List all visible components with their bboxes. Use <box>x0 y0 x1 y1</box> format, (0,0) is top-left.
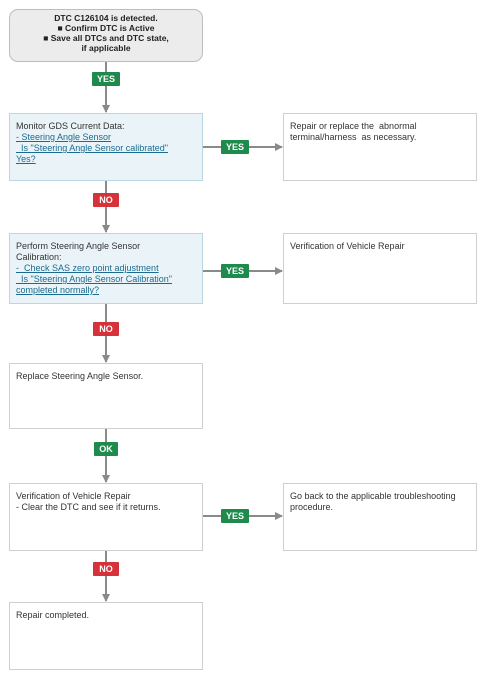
step4-box <box>9 483 203 551</box>
step3-line: Replace Steering Angle Sensor. <box>16 371 144 381</box>
step1-box <box>9 113 203 181</box>
step2-box <box>9 233 203 304</box>
start-line: ■ Save all DTCs and DTC state, <box>43 33 169 43</box>
badge-step2-yes: YES <box>221 264 249 278</box>
badge-step1-no: NO <box>93 193 119 207</box>
step4-yes-result-line: Go back to the applicable troubleshooting <box>290 491 456 501</box>
step4-yes-result-line: procedure. <box>290 502 334 512</box>
badge-yes-top: YES <box>92 72 120 86</box>
step5-line: Repair completed. <box>16 610 90 620</box>
step1-yes-result <box>283 113 477 181</box>
step4-line: - Clear the DTC and see if it returns. <box>16 502 161 512</box>
step1-link[interactable]: Yes? <box>16 154 36 164</box>
step2-link[interactable]: Is "Steering Angle Sensor Calibration" <box>16 274 172 284</box>
step4-line: Verification of Vehicle Repair <box>16 491 131 501</box>
step1-yes-result-line: terminal/harness as necessary. <box>290 132 417 142</box>
step2-yes-result-line: Verification of Vehicle Repair <box>290 241 405 251</box>
start-line: ■ Confirm DTC is Active <box>57 23 155 33</box>
start-line: if applicable <box>81 43 131 53</box>
step1-line: Monitor GDS Current Data: <box>16 121 125 131</box>
step4-yes-result <box>283 483 477 551</box>
step2-line: Calibration: <box>16 252 62 262</box>
start-node <box>9 9 203 62</box>
step1-link[interactable]: - Steering Angle Sensor <box>16 132 112 142</box>
step2-line: Perform Steering Angle Sensor <box>16 241 141 251</box>
start-line: DTC C126104 is detected. <box>54 13 158 23</box>
step3-box <box>9 363 203 429</box>
badge-step1-yes: YES <box>221 140 249 154</box>
badge-step4-no: NO <box>93 562 119 576</box>
badge-step2-no: NO <box>93 322 119 336</box>
step2-link[interactable]: completed normally? <box>16 285 100 295</box>
step1-link[interactable]: Is "Steering Angle Sensor calibrated" <box>16 143 168 153</box>
badge-step3-ok: OK <box>94 442 118 456</box>
badge-step4-yes: YES <box>221 509 249 523</box>
step5-box <box>9 602 203 670</box>
step2-yes-result <box>283 233 477 304</box>
step2-link[interactable]: - Check SAS zero point adjustment <box>16 263 159 273</box>
step1-yes-result-line: Repair or replace the abnormal <box>290 121 417 131</box>
